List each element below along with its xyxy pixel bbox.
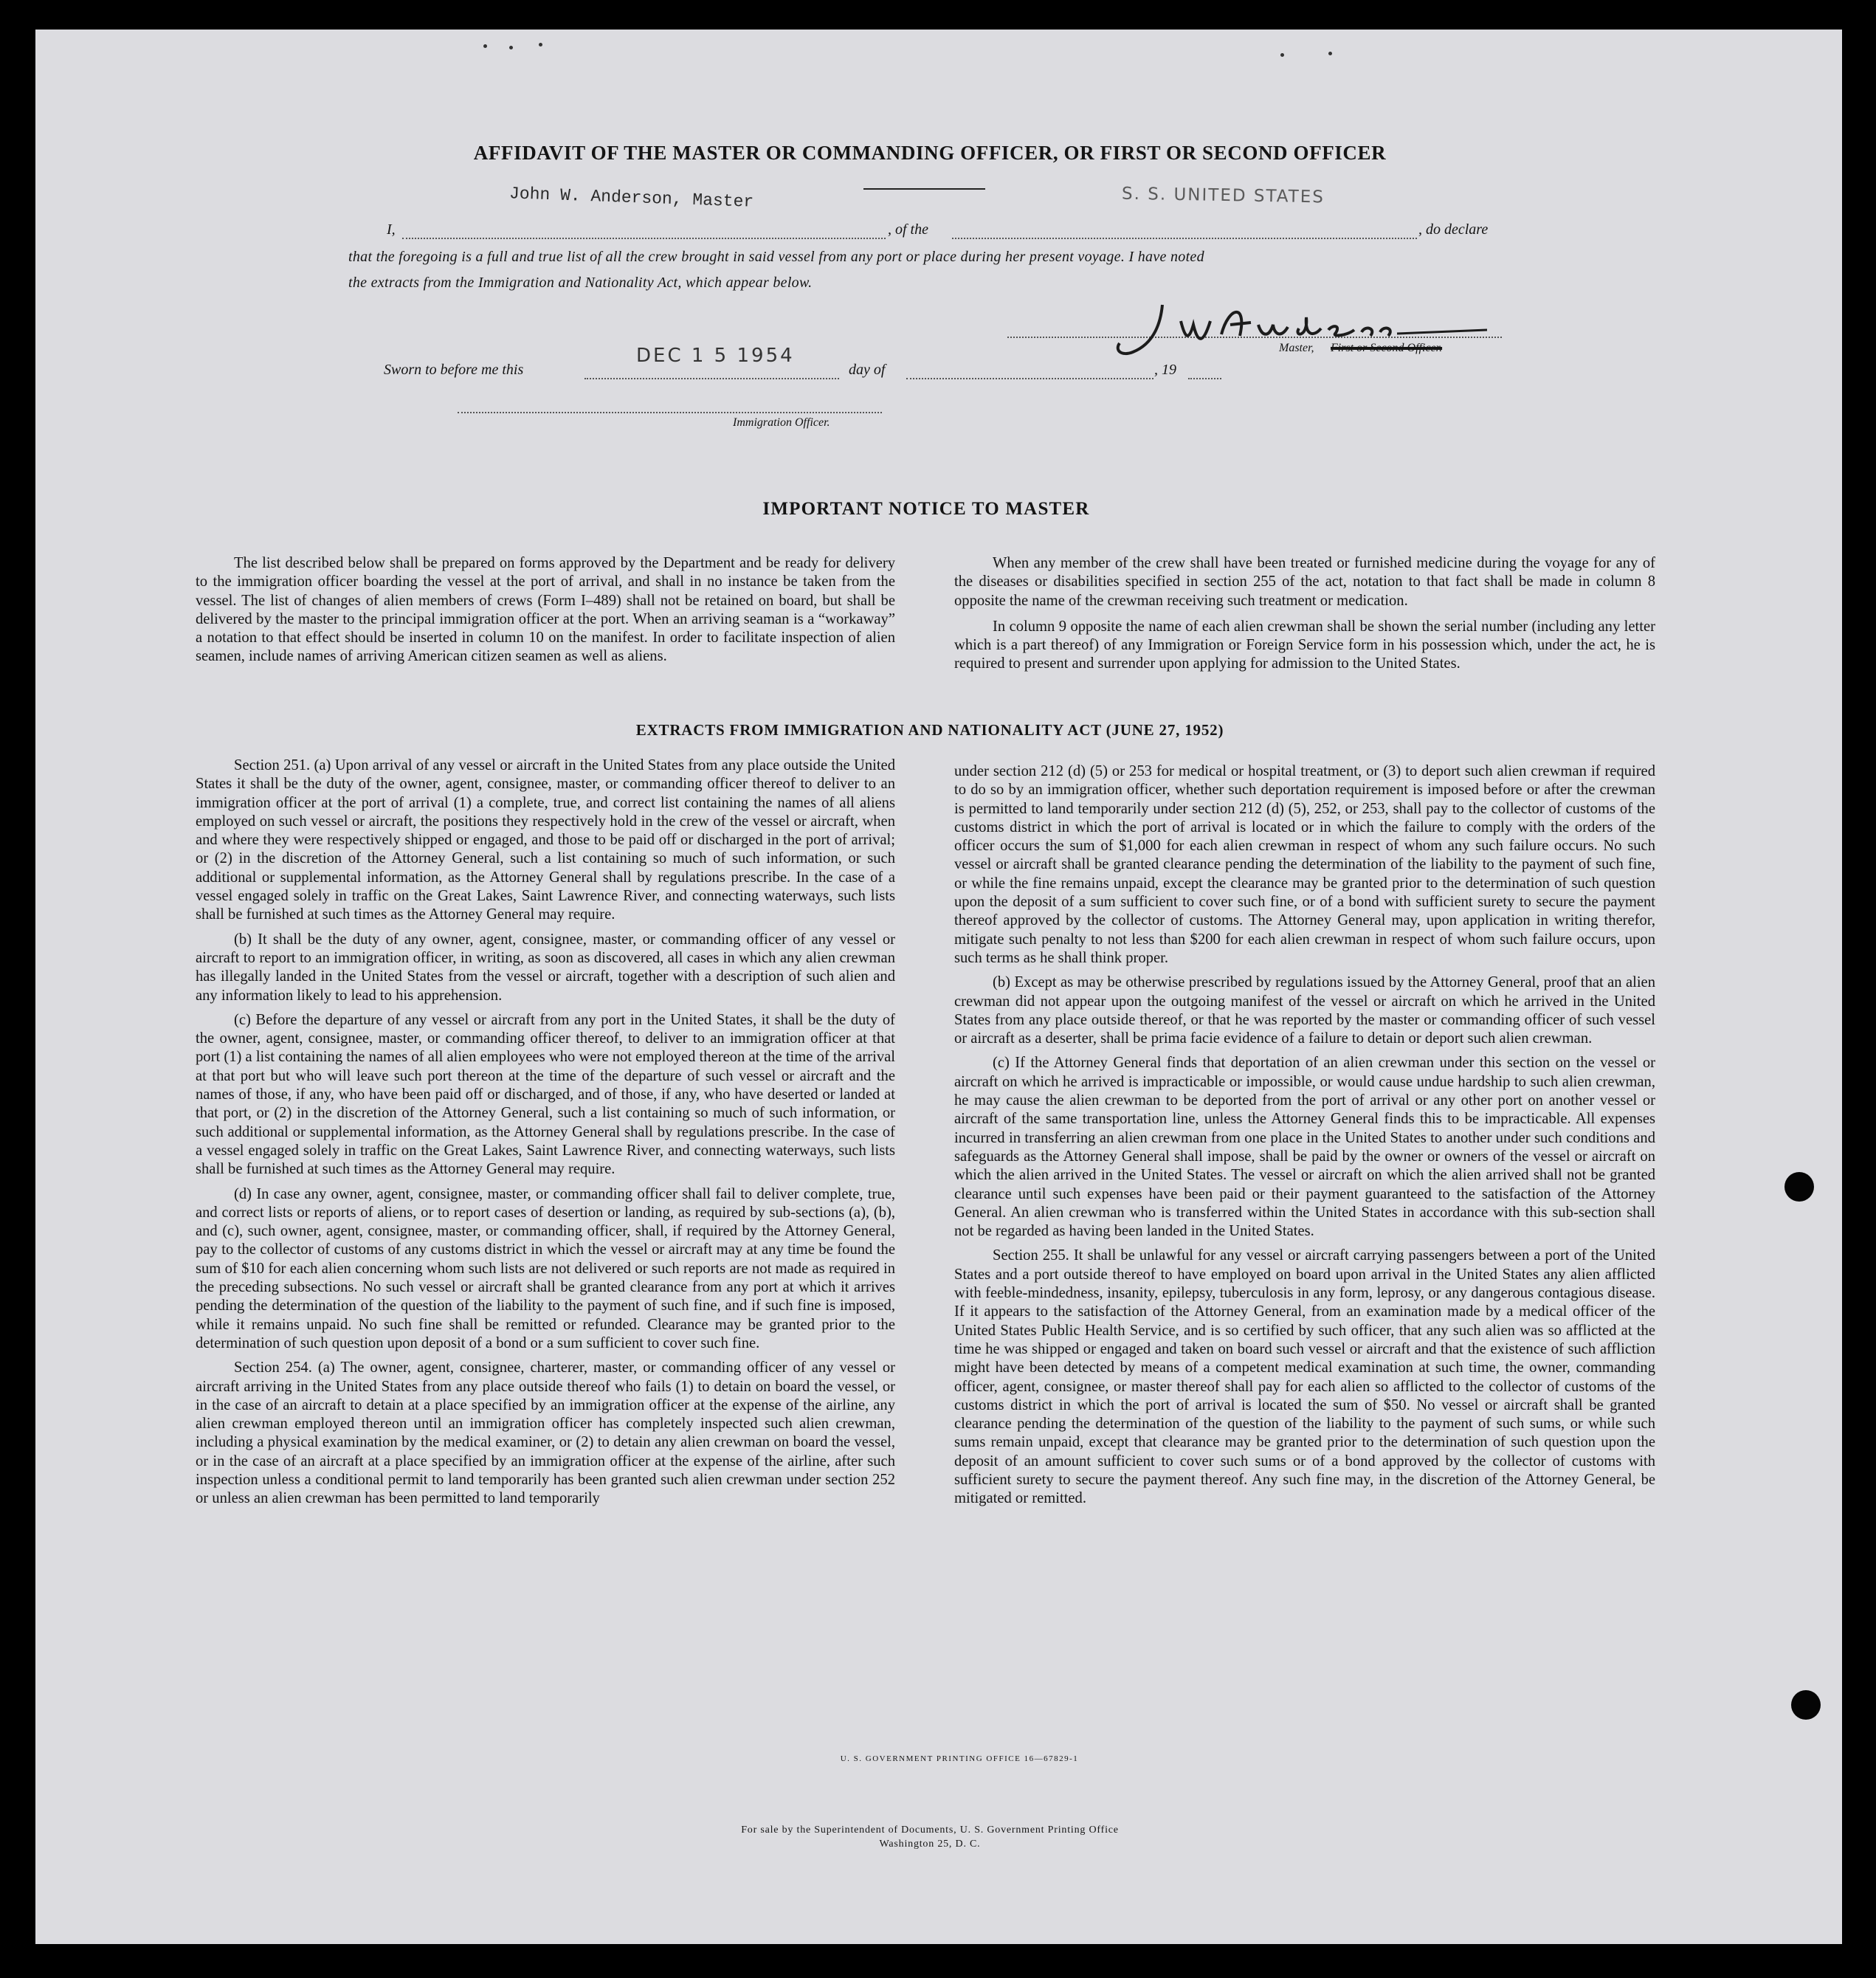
punch-hole [1784,1172,1814,1202]
act-paragraph: under section 212 (d) (5) or 253 for medical or hospital treatment, or (3) to deport such alien crewman if required to do so by an immigration officer, whether such deportation requirement is imposed before or after the crewman is permitted to land temporarily under section 212 (d) (5), 252, or 253, shall pay to the collector of customs of the customs district in which the port of arrival is located or in which the failure to comply with the orders of the officer occurs the sum of $1,000 for each alien crewman in respect of whom any such failure occurs. No such vessel or aircraft shall be granted clearance pending the determination of the liability to the payment of such fine, or while the fine remains unpaid, except the clearance may be granted prior to the determination of such question upon the deposit of a sum sufficient to cover such fine, or of a bond with sufficient surety to secure the payment thereof approved by the collector of customs. The Attorney General may, upon application in writing therefor, mitigate such penalty to not less than $200 for each alien crewman in respect of whom such failure occurs, upon such terms as he shall think proper. [954,763,1655,966]
officer-caption: Immigration Officer. [733,416,830,429]
act-paragraph: Section 251. (a) Upon arrival of any vessel or aircraft in the United States from any place outside the United States it shall be the duty of the owner, agent, consignee, master, or commanding officer thereof to deliver to an immigration officer at the port of arrival (1) a complete, true, and correct list containing the names of all aliens employed on such vessel or aircraft, the positions they respectively hold in the crew of the vessel or aircraft, when and where they were respectively shipped or engaged, and those to be paid off or discharged in the port of arrival; or (2) in the discretion of the Attorney General, such a list containing so much of such information, or such additional or supplemental information, as the Attorney General shall by regulations prescribe. In the case of a vessel engaged solely in traffic on the Great Lakes, Saint Lawrence River, and connecting waterways, such lists shall be furnished at such times as the Attorney General may require. [196,757,895,923]
notice-left-column [196,554,895,672]
act-paragraph: (b) It shall be the duty of any owner, agent, consignee, master, or commanding officer of any vessel or aircraft to report to an immigration officer, in writing, as soon as discovered, all cases in which any alien crewman has illegally landed in the United States from the vessel or aircraft, together with a description of such alien and any information likely to lead to his apprehension. [196,931,895,1004]
scan-speck [483,44,487,48]
officer-signature-line [458,412,882,413]
sale-notice-line-2: Washington 25, D. C. [879,1839,981,1850]
act-paragraph: Section 255. It shall be unlawful for any vessel or aircraft carrying passengers between a port of the United States and a port outside thereof to have employed on board upon arrival in the United States any alien afflicted with feeble-mindedness, insanity, epilepsy, tuberculosis in any form, leprosy, or any dangerous contagious disease. If it appears to the satisfaction of the Attorney General, from an examination made by a medical officer of the United States Public Health Service, and is so certified by such officer, that any such alien was so afflicted at the time he was shipped or engaged and taken on board such vessel or aircraft and that the existence of such affliction might have been detected by means of a competent medical examination at such time, the owner, commanding officer, agent, consignee, or master thereof shall pay for each alien so afflicted to the collector of customs of the customs district in which the port of arrival is located the sum of $50. No vessel or aircraft shall be granted clearance pending the determination of the question of the liability to the payment of such sums, or while such sums remain unpaid, except that clearance may be granted prior to the determination of such question upon the deposit of an amount sufficient to cover such sums or of a bond approved by the collector of customs with sufficient surety to secure the payment thereof. Any such fine may, in the discretion of the Attorney General, be mitigated or remitted. [954,1247,1655,1507]
scan-speck [1328,52,1332,55]
label-do-declare: , do declare [1418,221,1489,238]
date-stamp: DEC 1 5 1954 [636,345,795,367]
act-paragraph: (c) If the Attorney General finds that deportation of an alien crewman under this section on the vessel or aircraft on which he arrived is impracticable or impossible, or would cause undue hardship to such alien crewman, he may cause the alien crewman to be deported from the port of arrival or any other port on another vessel or aircraft of the same transportation line, unless the Attorney General finds this to be impracticable. All expenses incurred in transferring an alien crewman from one place in the United States to another under such conditions and safeguards as the Attorney General shall impose, shall be paid by the owner or owners of the vessel or aircraft on which the alien arrived in the United States. The vessel or aircraft on which the alien arrived shall not be granted clearance until such expenses have been paid or their payment guaranteed to the satisfaction of the Attorney General. An alien crewman who is transferred within the United States in accordance with this sub-section shall not be regarded as having been landed in the United States. [954,1055,1655,1240]
title-divider [863,188,985,190]
name-field-line [402,238,886,239]
typed-master-name: John W. Anderson, Master [508,184,754,212]
label-i: I, [387,221,396,238]
act-paragraph: Section 254. (a) The owner, agent, consignee, charterer, master, or commanding officer of any vessel or aircraft arriving in the United States from any place outside thereof who fails (1) to detain on board the vessel, or in the case of an aircraft to detain at a place specified by an immigration officer at the expense of the airline, any alien crewman employed thereon until an immigration officer has completely inspected such alien crewman, including a physical examination by the medical examiner, or (2) to detain any alien crewman on board the vessel, or in the case of an aircraft at a place specified by an immigration officer at the expense of the airline, after such inspection unless a conditional permit to land temporarily has been granted such alien crewman under section 252 or unless an alien crewman has been permitted to land temporarily [196,1360,895,1507]
extracts-heading: EXTRACTS FROM IMMIGRATION AND NATIONALITY ACT (JUNE 27, 1952) [635,721,1224,739]
month-line [906,378,1153,379]
notice-paragraph: The list described below shall be prepared on forms approved by the Department and be ready for delivery to the immigration officer boarding the vessel at the port of arrival, and shall in no instance be taken from the vessel. The list of changes of alien members of crews (Form I–489) shall not be retained on board, but shall be delivered by the master to the principal immigration officer at the port. When an arriving seaman is a “workaway” a notation to that effect should be inserted in column 10 on the manifest. In order to facilitate inspection of alien seamen, include names of arriving American citizen seamen as well as aliens. [196,555,895,665]
notice-right-column [954,554,1655,680]
caption-master: Master, [1279,342,1314,354]
declaration-line-2: the extracts from the Immigration and Nationality Act, which appear below. [348,275,813,291]
sworn-label: Sworn to before me this [384,362,524,378]
vessel-field-line [952,238,1417,239]
declaration-line-1: that the foregoing is a full and true list of all the crew brought in said vessel from any port or place during her present voyage. I have noted [348,249,1204,265]
extracts-left-column [196,757,895,1514]
typed-vessel-name: S. S. UNITED STATES [1121,184,1325,207]
scan-speck [1280,53,1284,57]
sale-notice [517,1823,1343,1851]
notice-paragraph: When any member of the crew shall have been treated or furnished medicine during the voyage for any of the diseases or disabilities specified in section 255 of the act, notation to that fact shall be made in column 8 opposite the name of the crewman receiving such treatment or medication. [954,555,1655,609]
affidavit-title: AFFIDAVIT OF THE MASTER OR COMMANDING OFFICER, OR FIRST OR SECOND OFFICER [473,142,1387,164]
caption-struck-officer: First or Second Officer. [1331,342,1443,354]
extracts-right-column [954,762,1655,1514]
day-of-label: day of [849,362,886,378]
act-paragraph: (b) Except as may be otherwise prescribed by regulations issued by the Attorney General, proof that an alien crewman did not appear upon the outgoing manifest of the vessel or aircraft on which he arrived in the United States from any place outside thereof, or that he was reported by the master or commanding officer of such vessel or aircraft as a deserter, shall be prima facie evidence of a failure to detain or deport such alien crewman. [954,974,1655,1047]
act-paragraph: (c) Before the departure of any vessel or aircraft from any port in the United States, it shall be the duty of the owner, agent, consignee, master, or commanding officer thereof, to deliver to an immigration officer at that port (1) a list containing the names of all alien employees who were not employed thereon at the time of the arrival at that port but who will leave such port thereon at the time of the departure of such vessel or aircraft and the names of those, if any, who have been paid off or discharged, and of those, if any, who have deserted or landed at that port, or (2) in the discretion of the Attorney General, such a list containing so much of such information, or such additional or supplemental information, as the Attorney General shall by regulations prescribe. In the case of a vessel engaged solely in traffic on the Great Lakes, Saint Lawrence River, and connecting waterways, such lists shall be furnished at such times as the Attorney General may require. [196,1011,895,1178]
sale-notice-line-1: For sale by the Superintendent of Documents, U. S. Government Printing Office [741,1824,1119,1836]
scan-speck [509,46,513,49]
notice-paragraph: In column 9 opposite the name of each alien crewman shall be shown the serial number (including any letter which is a part thereof) of any Immigration or Foreign Service form in his possession which, under the act, he is required to present and surrender upon applying for admission to the United States. [954,618,1655,672]
printing-imprint: U. S. GOVERNMENT PRINTING OFFICE 16—67829-1 [840,1754,1079,1763]
label-of-the: , of the [888,221,928,238]
year-label: , 19 [1154,362,1176,378]
scan-speck [539,43,542,46]
act-paragraph: (d) In case any owner, agent, consignee, master, or commanding officer shall fail to deliver complete, true, and correct lists or reports of aliens, or to report cases of desertion or landing, as required by sub-sections (a), (b), and (c), such owner, agent, consignee, master, or commanding officer, shall, if required by the Attorney General, pay to the collector of customs of any customs district in which the vessel or aircraft may at any time be found the sum of $10 for each alien concerning whom such lists are not delivered or such reports are not made as required in the preceding subsections. No such vessel or aircraft shall be granted clearance from any port at which it arrives pending the determination of the question of the liability to the payment of such fine, and if such fine is imposed, while it remains unpaid. No such fine shall be remitted or refunded. Clearance may be granted prior to the determination of such question upon deposit of a bond or a sum sufficient to cover such fine. [196,1185,895,1351]
notice-heading: IMPORTANT NOTICE TO MASTER [762,499,1090,519]
sworn-date-line [584,378,839,379]
punch-hole [1791,1690,1821,1720]
year-line [1188,378,1221,379]
